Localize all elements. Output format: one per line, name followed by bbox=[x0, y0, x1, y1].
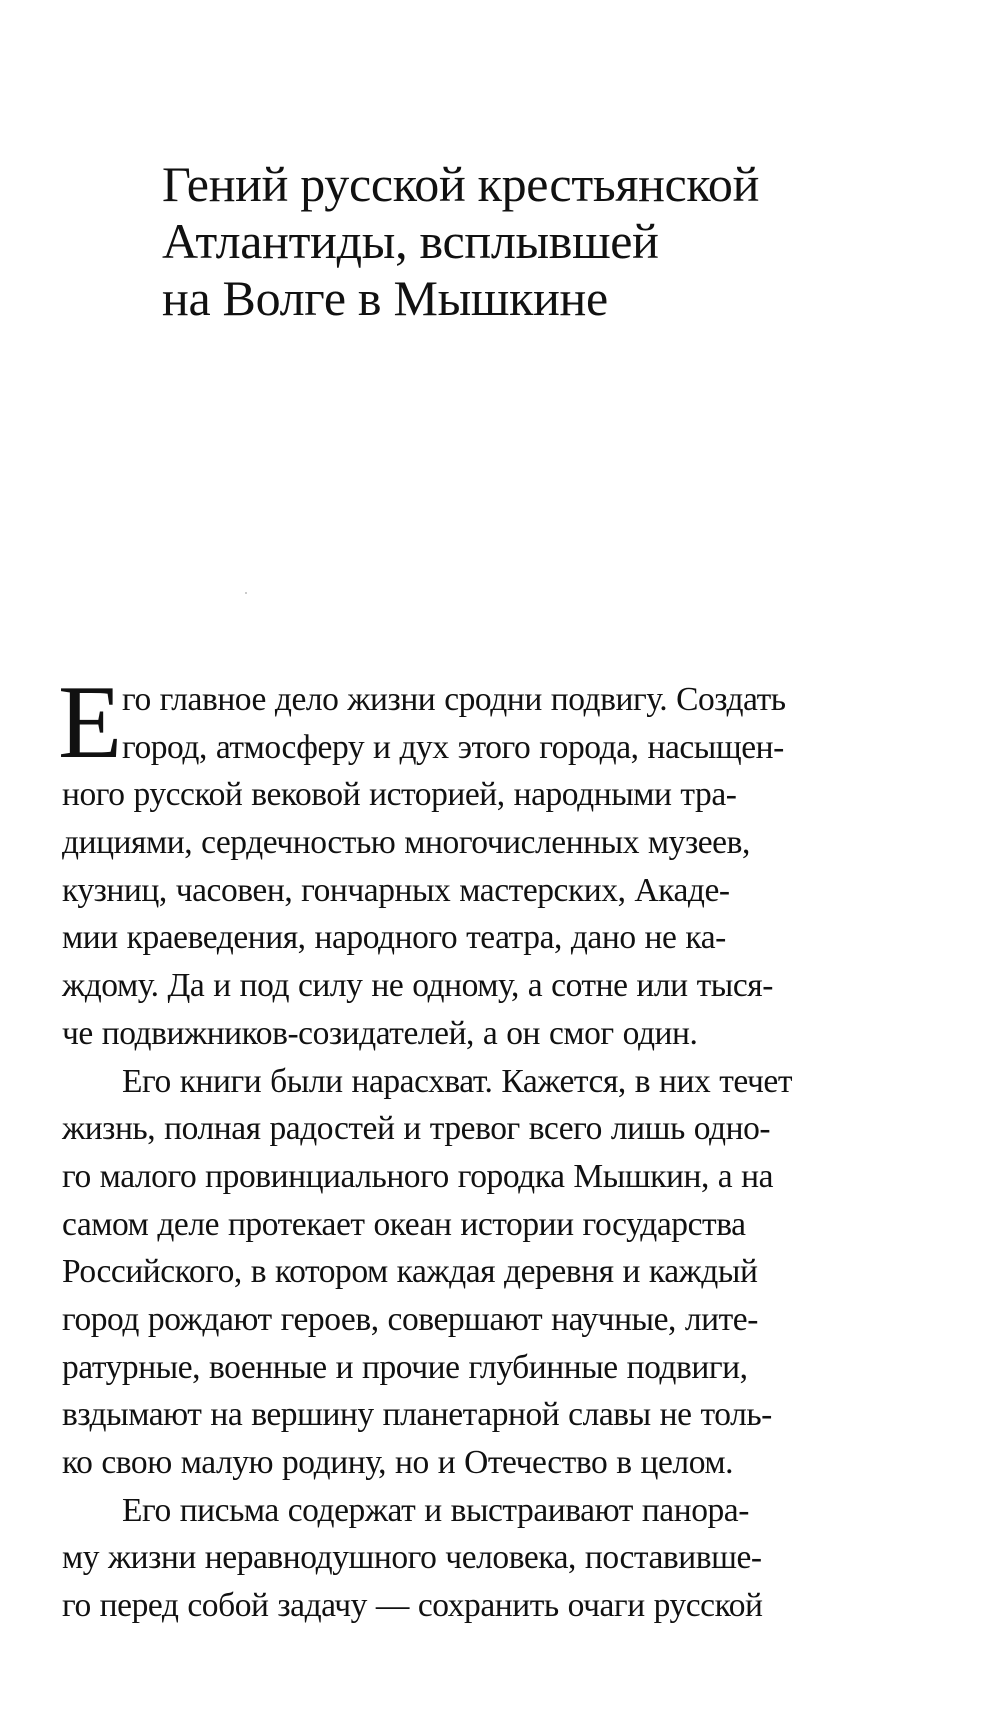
text-line: Его книги были нарасхват. Кажется, в них течет bbox=[122, 1062, 793, 1100]
paragraph-1 bbox=[58, 663, 942, 1058]
drop-cap-block bbox=[58, 663, 942, 780]
text-line: го перед собой задачу — сохранить очаги русской bbox=[62, 1587, 763, 1625]
text-line: му жизни неравнодушного человека, поставивше- bbox=[62, 1539, 762, 1577]
text-line: жизнь, полная радостей и тревог всего лишь одно- bbox=[62, 1110, 771, 1148]
text-line: го главное дело жизни сродни подвигу. Создать bbox=[122, 681, 786, 718]
chapter-title-line: на Волге в Мышкине bbox=[162, 270, 608, 326]
chapter-title-line: Атлантиды, всплывшей bbox=[162, 213, 659, 269]
text-line: город рождают героев, совершают научные, лите- bbox=[62, 1300, 758, 1338]
text-line: ного русской вековой историей, народными тра- bbox=[62, 776, 737, 814]
paragraph-2 bbox=[62, 1058, 942, 1487]
text-line: Его письма содержат и выстраивают панора- bbox=[122, 1491, 749, 1529]
drop-cap: Е bbox=[58, 663, 123, 780]
text-line: город, атмосферу и дух этого города, насыщен- bbox=[122, 728, 784, 766]
paragraph-3 bbox=[62, 1487, 942, 1630]
text-line: ко свою малую родину, но и Отечество в целом. bbox=[62, 1444, 734, 1481]
text-line: кузниц, часовен, гончарных мастерских, Акаде- bbox=[62, 871, 730, 909]
text-line: че подвижников-созидателей, а он смог один. bbox=[62, 1014, 698, 1052]
body-text bbox=[58, 663, 942, 1630]
text-line: ждому. Да и под силу не одному, а сотне или тыся- bbox=[62, 967, 773, 1005]
chapter-title-line: Гений русской крестьянской bbox=[162, 156, 760, 212]
text-line: Российского, в котором каждая деревня и каждый bbox=[62, 1253, 758, 1291]
text-line: ратурные, военные и прочие глубинные подвиги, bbox=[62, 1348, 748, 1386]
text-line: самом деле протекает океан истории государства bbox=[62, 1205, 746, 1243]
text-line: мии краеведения, народного театра, дано не ка- bbox=[62, 919, 726, 957]
text-line: дициями, сердечностью многочисленных музеев, bbox=[62, 824, 750, 862]
text-line: го малого провинциального городка Мышкин, а на bbox=[62, 1157, 774, 1195]
text-line: вздымают на вершину планетарной славы не толь- bbox=[62, 1396, 772, 1434]
chapter-title bbox=[162, 156, 942, 327]
print-speck bbox=[245, 592, 247, 594]
